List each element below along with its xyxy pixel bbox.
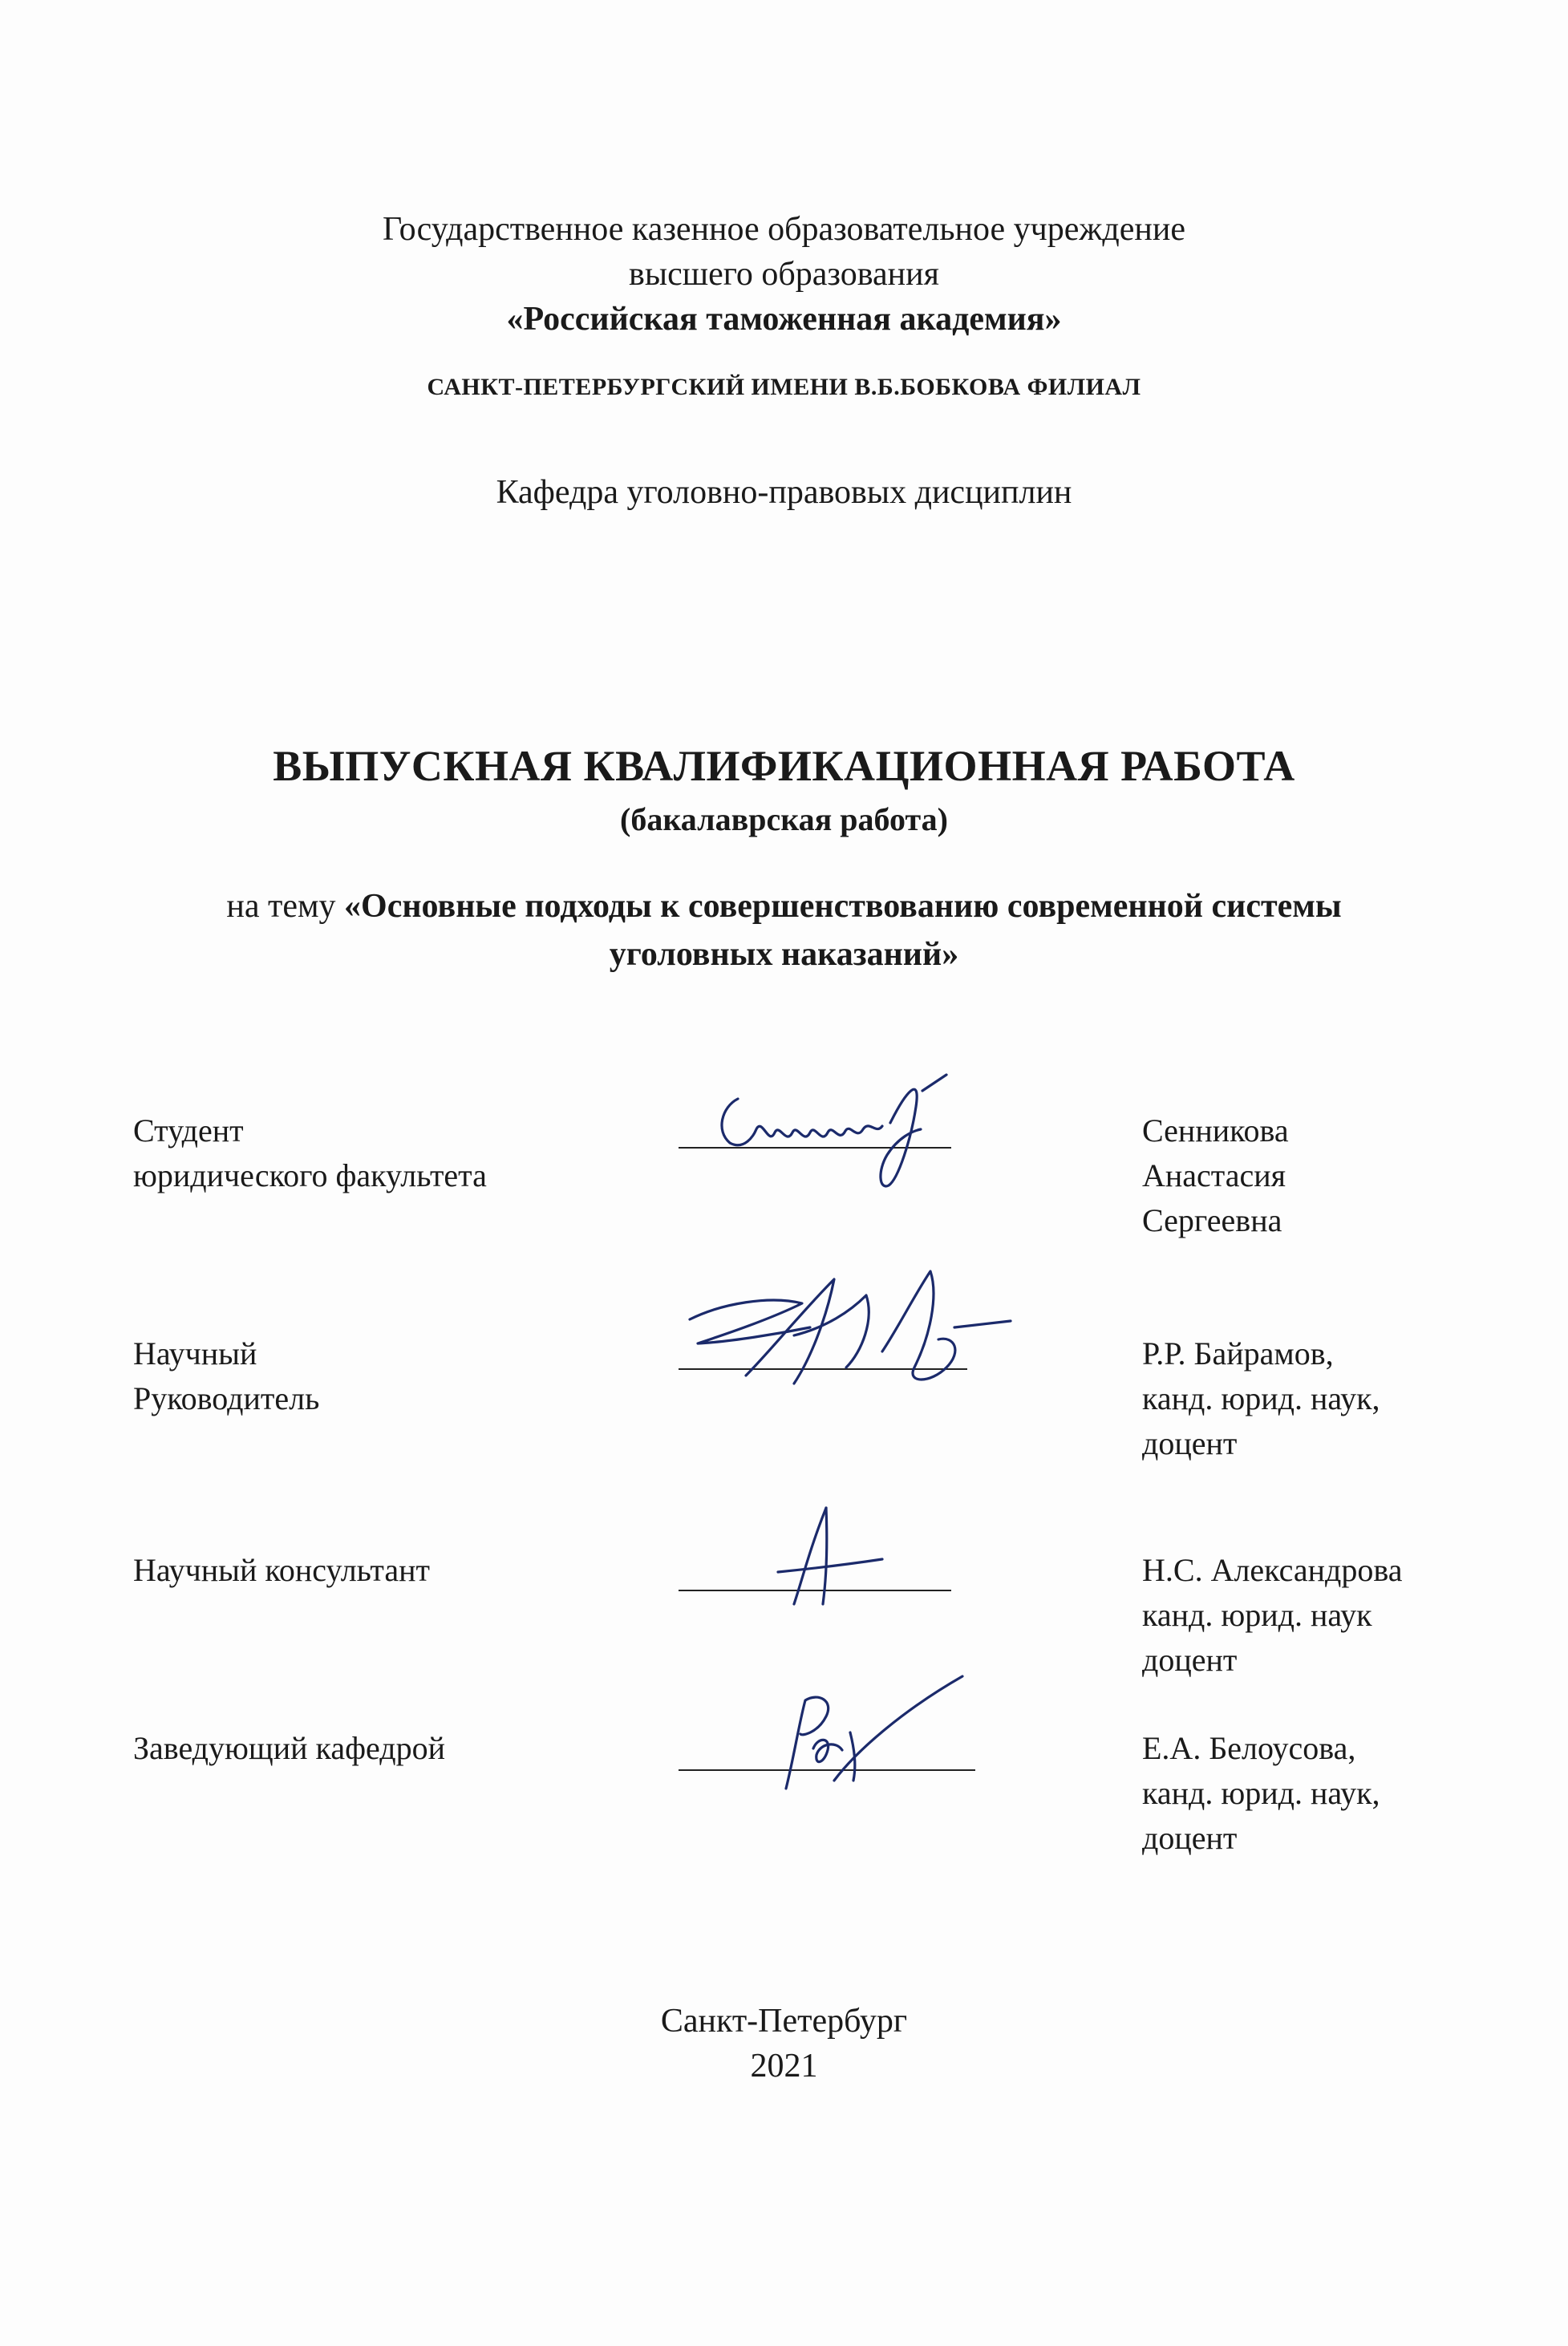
consultant-role: Научный консультант	[133, 1552, 430, 1588]
student-signature	[706, 1043, 1011, 1195]
institution-name: «Российская таможенная академия»	[506, 301, 1062, 338]
topic-line-2	[0, 935, 1568, 974]
head-name: Е.А. Белоусова,	[1142, 1730, 1356, 1766]
topic-text-1: «Основные подходы к совершенствованию современной системы	[344, 888, 1342, 925]
supervisor-role-1: Научный	[133, 1335, 257, 1372]
topic-line-1	[0, 887, 1568, 926]
student-surname: Сенникова	[1142, 1112, 1289, 1149]
consultant-degree: канд. юрид. наук	[1142, 1597, 1372, 1633]
student-patronymic: Сергеевна	[1142, 1202, 1282, 1238]
supervisor-role-2: Руководитель	[133, 1380, 320, 1416]
student-role-2: юридического факультета	[133, 1157, 487, 1193]
head-degree: канд. юрид. наук,	[1142, 1775, 1380, 1811]
topic-prefix: на тему	[226, 888, 345, 925]
work-title: ВЫПУСКНАЯ КВАЛИФИКАЦИОННАЯ РАБОТА	[273, 742, 1295, 790]
consultant-signature	[770, 1500, 898, 1612]
student-role-1: Студент	[133, 1112, 244, 1149]
consultant-title: доцент	[1142, 1642, 1238, 1678]
department-name: Кафедра уголовно-правовых дисциплин	[496, 474, 1072, 511]
footer-city: Санкт-Петербург	[660, 2003, 908, 2040]
head-role: Заведующий кафедрой	[133, 1730, 446, 1766]
head-signature	[770, 1660, 987, 1797]
branch-name: САНКТ-ПЕТЕРБУРГСКИЙ ИМЕНИ В.Б.БОБКОВА ФИЛИАЛ	[427, 374, 1141, 400]
topic-text-2: уголовных наказаний»	[609, 936, 959, 973]
consultant-name: Н.С. Александрова	[1142, 1552, 1403, 1588]
supervisor-title: доцент	[1142, 1425, 1238, 1461]
institution-line-1: Государственное казенное образовательное учреждение	[383, 211, 1185, 248]
supervisor-name: Р.Р. Байрамов,	[1142, 1335, 1334, 1372]
institution-line-2: высшего образования	[629, 256, 939, 293]
supervisor-signature	[674, 1247, 1059, 1408]
work-subtitle: (бакалаврская работа)	[620, 801, 948, 837]
student-first-name: Анастасия	[1142, 1157, 1286, 1193]
supervisor-degree: канд. юрид. наук,	[1142, 1380, 1380, 1416]
head-title: доцент	[1142, 1820, 1238, 1856]
footer-year: 2021	[750, 2048, 818, 2085]
